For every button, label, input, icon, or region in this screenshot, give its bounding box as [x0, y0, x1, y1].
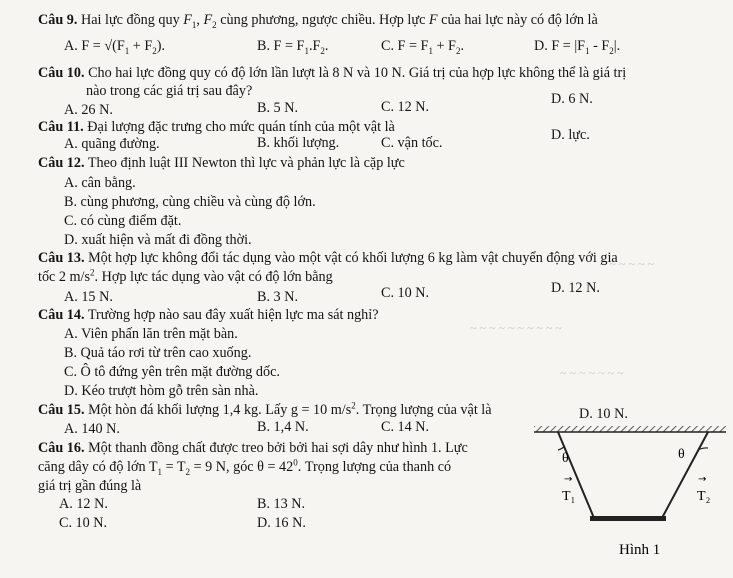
question-12-text: Theo định luật III Newton thì lực và phản lực là cặp lực [87, 155, 405, 171]
q13-option-b: B. 3 N. [257, 289, 298, 305]
question-11 [38, 119, 395, 135]
q15-option-d: D. 10 N. [579, 406, 628, 422]
question-11-label: Câu 11. [38, 119, 84, 135]
question-16 [38, 440, 468, 456]
t1-label: T₁ [562, 489, 576, 504]
question-9: Câu 9. Hai lực đồng quy $F_1$, $F_2$ cùng phương, ngược chiều. Hợp lực F của hai lực này có độ lớn là [38, 12, 598, 30]
q13-option-c: C. 10 N. [381, 285, 430, 301]
q10-option-a: A. 26 N. [64, 102, 113, 118]
question-9-label: Câu 9. [38, 12, 78, 28]
question-16-text3: giá trị gần đúng là [38, 478, 142, 494]
bleed-through-text: ~ ~ ~ ~ ~ ~ [600, 257, 654, 271]
question-10-text2: nào trong các giá trị sau đây? [86, 83, 253, 99]
question-14 [38, 307, 379, 323]
t2-label: T₂ [697, 489, 711, 504]
q12-option-a: A. cân bằng. [64, 175, 136, 191]
question-13-text2: tốc 2 $m/s^2$. Hợp lực tác dụng vào vật có độ lớn bằng [38, 267, 333, 285]
q11-option-d: D. lực. [551, 127, 590, 143]
question-16-text2: căng dây có độ lớn $T_1 = T_2 = 9$ N, góc $\theta = 42^0$. Trọng lượng của thanh có [38, 457, 452, 477]
q9-option-c: C. $F = F_1 + F_2$. [381, 38, 464, 56]
q15-option-a: A. 140 N. [64, 421, 120, 437]
question-16-label: Câu 16. [38, 440, 85, 456]
figure-caption: Hình 1 [619, 542, 661, 558]
q10-option-c: C. 12 N. [381, 99, 430, 115]
theta-left-label: θ [562, 451, 569, 466]
q12-option-c: C. có cùng điểm đặt. [64, 213, 182, 229]
q13-option-d: D. 12 N. [551, 280, 600, 296]
question-13 [38, 250, 618, 266]
q12-option-b: B. cùng phương, cùng chiều và cùng độ lớn. [64, 194, 316, 210]
question-12-label: Câu 12. [38, 155, 85, 171]
question-15-label: Câu 15. [38, 402, 85, 418]
q16-option-a: A. 12 N. [59, 496, 108, 512]
q9-option-b: B. $F = F_1.F_2$. [257, 38, 329, 56]
uniform-bar [590, 516, 666, 521]
q15-option-b: B. 1,4 N. [257, 419, 309, 435]
q14-option-d: D. Kéo trượt hòm gỗ trên sàn nhà. [64, 383, 259, 399]
theta-right-label: θ [678, 447, 685, 462]
question-10-label: Câu 10. [38, 65, 85, 81]
question-13-label: Câu 13. [38, 250, 85, 266]
arrow-t1: → [564, 474, 573, 485]
q10-option-d: D. 6 N. [551, 91, 593, 107]
figure-1-diagram [522, 424, 733, 574]
q10-option-b: B. 5 N. [257, 100, 298, 116]
q14-option-c: C. Ô tô đứng yên trên mặt đường dốc. [64, 364, 280, 380]
q14-option-b: B. Quả táo rơi từ trên cao xuống. [64, 345, 252, 361]
q11-option-a: A. quãng đường. [64, 136, 160, 152]
question-15: Câu 15. Một hòn đá khối lượng 1,4 kg. Lấy g = 10 $m/s^2$. Trọng lượng của vật là [38, 400, 492, 418]
q14-option-a: A. Viên phấn lăn trên mặt bàn. [64, 326, 238, 342]
q13-option-a: A. 15 N. [64, 289, 113, 305]
q16-option-b: B. 13 N. [257, 496, 306, 512]
q9-option-d: D. $F = |F_1 - F_2|$. [534, 38, 621, 56]
q9-option-a: A. $F = √(F_1 + F_2)$. [64, 38, 166, 56]
question-14-text: Trường hợp nào sau đây xuất hiện lực ma sát nghỉ? [87, 307, 379, 323]
question-16-text: Một thanh đồng chất được treo bởi bởi hai sợi dây như hình 1. Lực [88, 440, 468, 456]
bleed-through-text: ~ ~ ~ ~ ~ ~ ~ [560, 366, 624, 380]
question-12 [38, 155, 405, 171]
q15-option-c: C. 14 N. [381, 419, 430, 435]
question-10 [38, 65, 626, 81]
question-10-text: Cho hai lực đồng quy có độ lớn lần lượt là 8 N và 10 N. Giá trị của hợp lực không thể là giá trị [88, 65, 627, 81]
question-11-text: Đại lượng đặc trưng cho mức quán tính của một vật là [87, 119, 395, 135]
q16-option-d: D. 16 N. [257, 515, 306, 531]
q11-option-b: B. khối lượng. [257, 135, 340, 151]
question-13-text: Một hợp lực không đổi tác dụng vào một vật có khối lượng 6 kg làm vật chuyển động với gia [88, 250, 618, 266]
arrow-t2: → [698, 474, 707, 485]
q16-option-c: C. 10 N. [59, 515, 108, 531]
ceiling-hatched [534, 426, 726, 432]
q11-option-c: C. vận tốc. [381, 135, 443, 151]
q12-option-d: D. xuất hiện và mất đi đồng thời. [64, 232, 252, 248]
bleed-through-text: ~ ~ ~ ~ ~ ~ ~ ~ ~ ~ [470, 321, 562, 335]
question-14-label: Câu 14. [38, 307, 85, 323]
